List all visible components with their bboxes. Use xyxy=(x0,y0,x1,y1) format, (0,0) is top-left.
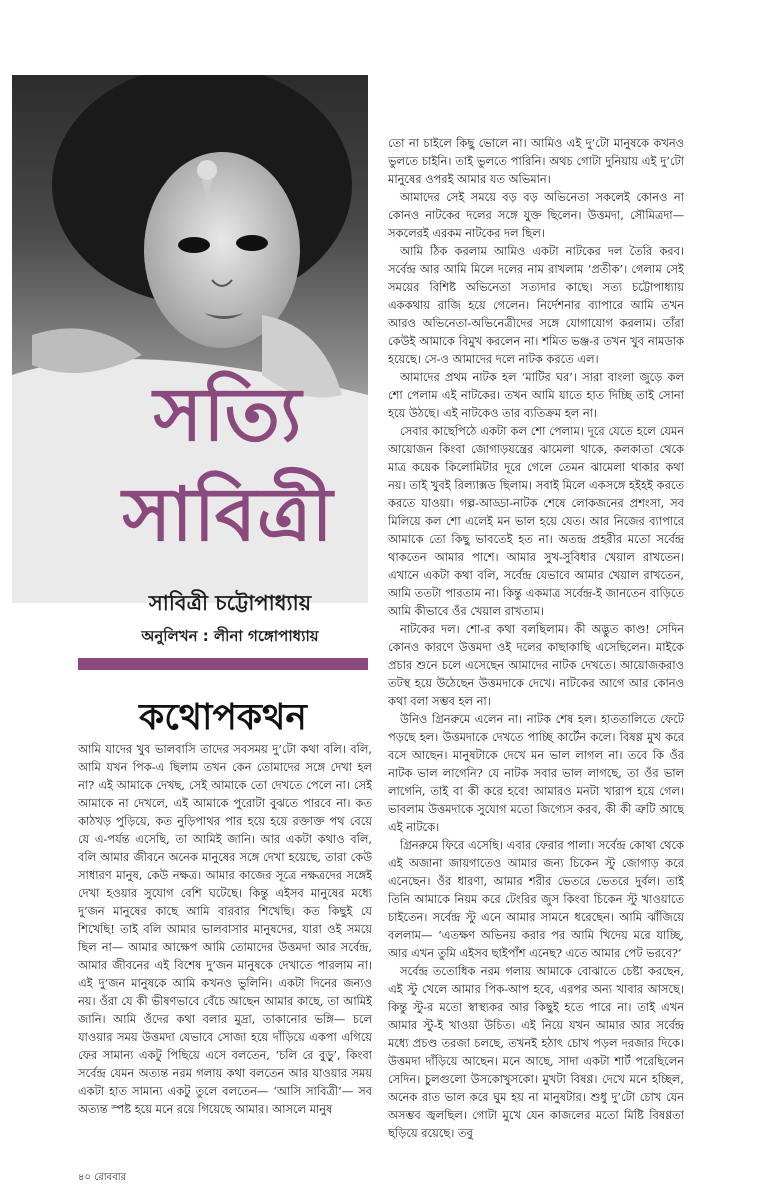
body-paragraph: আমি যাদের খুব ভালবাসি তাদের সবসময় দু’টো কথা বলি। বলি, আমি যখন পিক-এ ছিলাম তখন কেন তোমাদের সঙ্গে দেখা হল না? এই আমাকে দেখছ, সেই আমাকে তো দেখতে পেলে না। সেই আমাকে না দেখলে, এই আমাকে পুরোটা বুঝতে পারবে না। কত কাঠখড় পুড়িয়ে, কত নুড়িপাথর পার হয়ে হয়ে রক্তাক্ত পথ বেয়ে যে এ-পর্যন্ত এসেছি, তা আমিই জানি। আর একটা কথাও বলি, বলি আমার জীবনে অনেক মানুষের সঙ্গে দেখা হয়েছে, তারা কেউ সাধারণ মানুষ, কেউ নক্ষত্র। আমার কাজের সূত্রে নক্ষত্রদের সঙ্গেই দেখা হওয়ার সুযোগ বেশি ঘটেছে। কিন্তু এইসব মানুষের মধ্যে দু’জন মানুষের কাছে আমি বারবার শিখেছি। কত কিছুই যে শিখেছি! তাই বলি আমার ভালবাসার মানুষদের, যারা ওই সময়ে ছিল না— আমার আক্ষেপ আমি তোমাদের উত্তমদা আর সর্বেন্দ্র, আমার জীবনের এই বিশেষ দু’জন মানুষকে দেখাতে পারলাম না। এই দু’জন মানুষকে আমি কখনও ভুলিনি। একটা দিনের জন্যও নয়। ওঁরা যে কী ভীষণভাবে বেঁচে আছেন আমার কাছে, তা আমিই জানি। আমি ওঁদের কথা বলার মুদ্রা, তাকানোর ভঙ্গি— চলে যাওয়ার সময় উত্তমদা যেভাবে সোজা হয়ে দাঁড়িয়ে একপা এগিয়ে ফের সামান্য একটু পিছিয়ে এসে বলতেন, ‘চলি রে বুড়ু’, কিংবা সর্বেন্দ্র যেমন অত্যন্ত নরম গলায় কথা বলতেন আর যাওয়ার সময় একটা হাত সামান্য একটু তুলে বলতেন— ‘আসি সাবিত্রী’— সব অত্যন্ত স্পষ্ট হয়ে মনে রয়ে গিয়েছে আমার। আসলে মানুষ xyxy=(78,742,372,1116)
body-paragraph: নাটকের দল। শো-র কথা বলছিলাম। কী অদ্ভুত কাণ্ড! সেদিন কোনও কারণে উত্তমদা ওই দলের কাছাকাছি এসেছিলেন। মাইকে প্রচার শুনে চলে এসেছেন আমাদের নাটক দেখতে। আয়োজকরাও তটস্থ হয়ে উঠেছেন উত্তমদাকে দেখে। নাটকের আগে আর কোনও কথা বলা সম্ভব হল না। xyxy=(388,622,684,708)
page-number: ৪০ xyxy=(78,1172,91,1183)
transcriber-credit: অনুলিখন : লীনা গঙ্গোপাধ্যায় xyxy=(141,627,319,645)
author-name: সাবিত্রী চট্টোপাধ্যায় xyxy=(148,591,312,615)
body-paragraph: গ্রিনরুমে ফিরে এসেছি। এবার ফেরার পালা। সর্বেন্দ্র কোথা থেকে এই অজানা জায়গাতেও আমার জন্য চিকেন স্টু জোগাড় করে এনেছেন। ওঁর ধারণা, আমার শরীর ভেতরে ভেতরে দুর্বল। তাই তিনি আমাকে নিয়ম করে টেংরির জুস কিংবা চিকেন স্টু খাওয়াতে চাইতেন। সর্বেন্দ্র স্টু এনে আমার সামনে ধরেছেন। আমি ঝাঁজিয়ে বললাম— ‘এতক্ষণ অভিনয় করার পর আমি খিদেয় মরে যাচ্ছি, আর এখন তুমি এইসব ছাইপাঁশ এনেছ? এতে আমার পেট ভরবে?’ xyxy=(388,838,684,960)
body-paragraph: তো না চাইলে কিছু ভোলে না। আমিও এই দু’টো মানুষকে কখনও ভুলতে চাইনি। তাই ভুলতে পারিনি। অথচ গোটা দুনিয়ায় এই দু’টো মানুষের ওপরই আমার যত অভিমান। xyxy=(388,136,684,186)
body-paragraph: আমাদের প্রথম নাটক হল ‘মাটির ঘর’। সারা বাংলা জুড়ে কল শো পেলাম এই নাটকের। তখন আমি যাতে হাত দিচ্ছি তাই সোনা হয়ে উঠছে। এই নাটকেও তার ব্যতিক্রম হল না। xyxy=(388,370,684,420)
decorative-rule xyxy=(78,658,368,670)
title-line-2: সাবিত্রী xyxy=(122,472,334,558)
right-column xyxy=(388,134,684,1164)
title-line-1: সত্যি xyxy=(153,372,303,458)
body-paragraph: উনিও গ্রিনরুমে এলেন না। নাটক শেষ হল। হাততালিতে ফেটে পড়ছে হল। উত্তমদাকে দেখতে পাচ্ছি কার্টেন কলে। বিষণ্ণ মুখ করে বসে আছেন। মানুষটাকে দেখে মন ভাল লাগল না। তবে কি ওঁর নাটক ভাল লাগেনি? যে নাটক সবার ভাল লাগছে, তা ওঁর ভাল লাগেনি, তাই বা কী করে হবে! আমারও মনটা খারাপ হয়ে গেল। ভাবলাম উত্তমদাকে সুযোগ মতো জিগ্যেস করব, কী কী ত্রুটি আছে এই নাটকে। xyxy=(388,712,684,834)
body-paragraph: আমাদের সেই সময়ে বড় বড় অভিনেতা সকলেই কোনও না কোনও নাটকের দলের সঙ্গে যুক্ত ছিলেন। উত্তমদা, সৌমিত্রদা— সকলেরই এরকম নাটকের দল ছিল। xyxy=(388,190,684,240)
body-paragraph: সেবার কাছেপিঠে একটা কল শো পেলাম। দূরে যেতে হলে যেমন আয়োজন কিংবা জোগাড়যন্ত্রের ঝামেলা থাকে, কলকাতা থেকে মাত্র কয়েক কিলোমিটার দূরে গেলে তেমন ঝামেলা থাকার কথা নয়। তাই খুবই রিল্যাক্সড ছিলাম। সবাই মিলে একসঙ্গে হইহই করতে করতে যাওয়া। গল্প-আড্ডা-নাটক শেষে লোকজনের প্রশংসা, সব মিলিয়ে কল শো এলেই মন ভাল হয়ে যেত। আর নিজের ব্যাপারে আমাকে তো কিছু ভাবতেই হত না। অতন্দ্র প্রহরীর মতো সর্বেন্দ্র থাকতেন আমার পাশে। আমার সুখ-সুবিধার খেয়াল রাখতেন। এখানে একটা কথা বলি, সর্বেন্দ্র যেভাবে আমার খেয়াল রাখতেন, আমি ততটা পারতাম না। কিন্তু একমাত্র সর্বেন্দ্র-ই জানতেন বাড়িতে আমি কীভাবে ওঁর খেয়াল রাখতাম। xyxy=(388,424,684,618)
body-paragraph: আমি ঠিক করলাম আমিও একটা নাটকের দল তৈরি করব। সর্বেন্দ্র আর আমি মিলে দলের নাম রাখলাম ‘প্রতীক’। গেলাম সেই সময়ের বিশিষ্ট অভিনেতা সত্যদার কাছে। সত্য চট্টোপাধ্যায় এককথায় রাজি হয়ে গেলেন। নির্দেশনার ব্যাপারে আমি তখন আরও অভিনেতা-অভিনেত্রীদের সঙ্গে যোগাযোগ করলাম। তাঁরা কেউই আমাকে বিমুখ করলেন না। শমিত ভঞ্জ-র তখন খুব নামডাক হয়েছে। সে-ও আমাদের দলে নাটক করতে এল। xyxy=(388,244,684,366)
section-heading: কথোপকথন xyxy=(139,697,307,738)
page-footer xyxy=(78,1170,126,1187)
left-column xyxy=(78,740,372,1162)
magazine-name: রোববার xyxy=(94,1172,127,1183)
body-paragraph: সর্বেন্দ্র ততোধিক নরম গলায় আমাকে বোঝাতে চেষ্টা করছেন, এই স্টু খেলে আমার পিক-আপ হবে, এরপর অন্য খাবার আসছে। কিন্তু স্টু-র মতো স্বাস্থ্যকর আর কিছুই হতে পারে না। তাই এখন আমার স্টু-ই খাওয়া উচিত। এই নিয়ে যখন আমার আর সর্বেন্দ্র মধ্যে প্রচণ্ড তরজা চলছে, তখনই হঠাৎ চোখ পড়ল দরজার দিকে। উত্তমদা দাঁড়িয়ে আছেন। মনে আছে, সাদা একটা শার্ট পরেছিলেন সেদিন। চুলগুলো উসকোখুসকো। মুখটা বিষণ্ণ। দেখে মনে হচ্ছিল, অনেক রাত ভাল করে ঘুম হয় না মানুষটার। শুধু দু’টো চোখ যেন অসম্ভব জ্বলছিল। গোটা মুখে যেন কাজলের মতো মিষ্টি বিষণ্ণতা ছড়িয়ে রয়েছে। তবু xyxy=(388,964,684,1140)
